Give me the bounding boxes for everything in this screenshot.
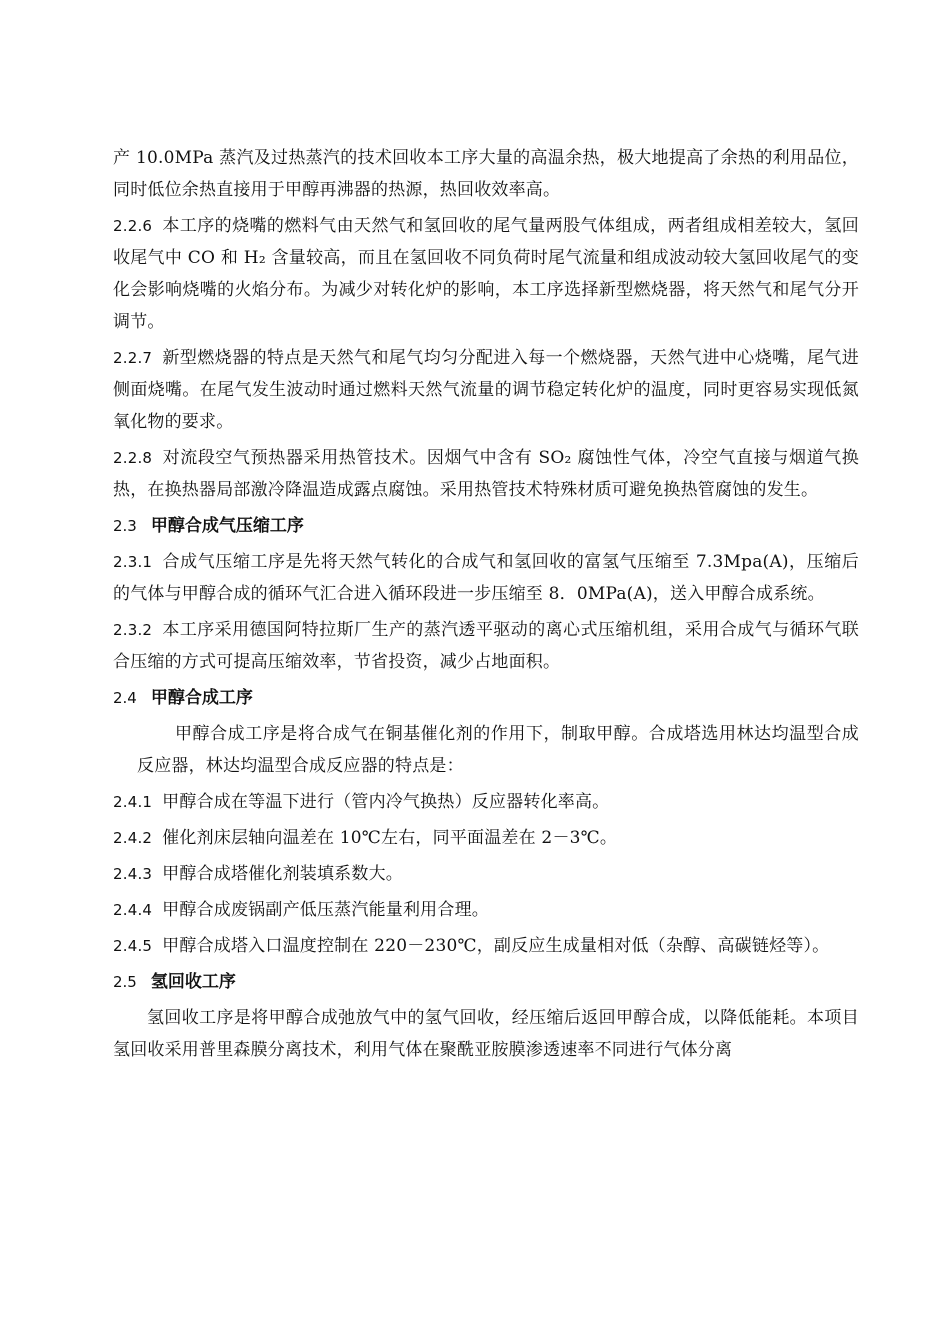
section-2-4-2 (113, 822, 859, 854)
section-number: 2.4.1 (113, 793, 153, 811)
section-text: 本工序采用德国阿特拉斯厂生产的蒸汽透平驱动的离心式压缩机组，采用合成气与循环气联合压缩的方式可提高压缩效率，节省投资，减少占地面积。 (113, 620, 859, 672)
heading-title: 甲醇合成气压缩工序 (150, 516, 304, 536)
section-2-4-3 (113, 858, 859, 890)
section-2-2-8 (113, 442, 859, 506)
heading-2-4 (113, 682, 859, 714)
section-text: 甲醇合成废锅副产低压蒸汽能量利用合理。 (162, 900, 489, 920)
section-number: 2.3.1 (113, 553, 153, 571)
section-2-4-5 (113, 930, 859, 962)
heading-number: 2.4 (113, 689, 137, 707)
section-text: 对流段空气预热器采用热管技术。因烟气中含有 SO₂ 腐蚀性气体，冷空气直接与烟道气换热，在换热器局部激冷降温造成露点腐蚀。采用热管技术特殊材质可避免换热管腐蚀的发生。 (113, 448, 859, 500)
section-text: 新型燃烧器的特点是天然气和尾气均匀分配进入每一个燃烧器，天然气进中心烧嘴，尾气进侧面烧嘴。在尾气发生波动时通过燃料天然气流量的调节稳定转化炉的温度，同时更容易实现低氮氧化物的要求。 (113, 348, 859, 432)
section-text: 本工序的烧嘴的燃料气由天然气和氢回收的尾气量两股气体组成，两者组成相差较大，氢回收尾气中 CO 和 H₂ 含量较高，而且在氢回收不同负荷时尾气流量和组成波动较大氢回收尾气的变化会影响烧嘴的火焰分布。为减少对转化炉的影响，本工序选择新型燃烧器，将天然气和尾气分开调节。 (113, 216, 859, 332)
section-text: 甲醇合成塔入口温度控制在 220－230℃，副反应生成量相对低（杂醇、高碳链烃等）。 (162, 936, 830, 956)
heading-number: 2.5 (113, 973, 137, 991)
section-2-4-1 (113, 786, 859, 818)
heading-number: 2.3 (113, 517, 137, 535)
section-2-2-6 (113, 210, 859, 338)
heading-2-5 (113, 966, 859, 998)
section-text: 甲醇合成在等温下进行（管内冷气换热）反应器转化率高。 (162, 792, 610, 812)
section-number: 2.4.3 (113, 865, 153, 883)
document-body (113, 142, 859, 1070)
section-2-3-1 (113, 546, 859, 610)
section-number: 2.4.5 (113, 937, 153, 955)
section-number: 2.4.4 (113, 901, 153, 919)
heading-2-3 (113, 510, 859, 542)
paragraph-2-5: 氢回收工序是将甲醇合成弛放气中的氢气回收，经压缩后返回甲醇合成，以降低能耗。本项目氢回收采用普里森膜分离技术，利用气体在聚酰亚胺膜渗透速率不同进行气体分离 (113, 1008, 859, 1060)
section-text: 合成气压缩工序是先将天然气转化的合成气和氢回收的富氢气压缩至 7.3Mpa(A)，压缩后的气体与甲醇合成的循环气汇合进入循环段进一步压缩至 8．0MPa(A)，送入甲醇合成系统。 (113, 552, 859, 604)
section-text: 催化剂床层轴向温差在 10℃左右，同平面温差在 2－3℃。 (162, 828, 618, 848)
section-2-4-4 (113, 894, 859, 926)
section-number: 2.2.7 (113, 349, 153, 367)
section-number: 2.2.8 (113, 449, 153, 467)
heading-title: 甲醇合成工序 (150, 688, 253, 708)
section-2-2-7 (113, 342, 859, 438)
section-number: 2.4.2 (113, 829, 153, 847)
paragraph-continuation: 产 10.0MPa 蒸汽及过热蒸汽的技术回收本工序大量的高温余热，极大地提高了余热的利用品位，同时低位余热直接用于甲醇再沸器的热源，热回收效率高。 (113, 148, 859, 200)
paragraph-2-4-intro: 甲醇合成工序是将合成气在铜基催化剂的作用下，制取甲醇。合成塔选用林达均温型合成反应器，林达均温型合成反应器的特点是： (137, 724, 859, 776)
heading-title: 氢回收工序 (150, 972, 236, 992)
section-number: 2.2.6 (113, 217, 153, 235)
section-number: 2.3.2 (113, 621, 153, 639)
section-text: 甲醇合成塔催化剂装填系数大。 (162, 864, 403, 884)
section-2-3-2 (113, 614, 859, 678)
